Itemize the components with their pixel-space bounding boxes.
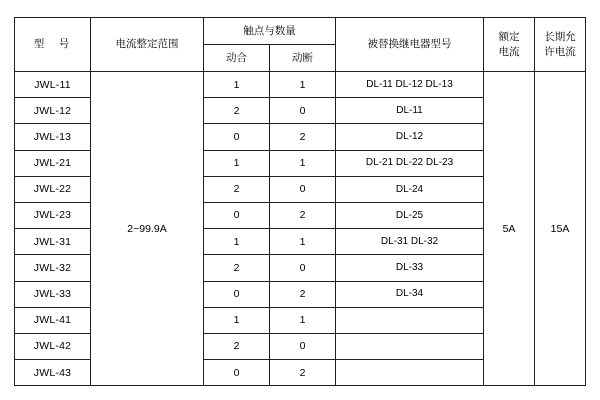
cell-contacts-no: 2 bbox=[270, 281, 336, 307]
cell-model: JWL-43 bbox=[15, 360, 91, 386]
cell-replaced-model: DL-21 DL-22 DL-23 bbox=[336, 150, 484, 176]
cell-model: JWL-13 bbox=[15, 124, 91, 150]
cell-current-range: 2~99.9A bbox=[91, 72, 204, 386]
cell-model: JWL-31 bbox=[15, 229, 91, 255]
cell-replaced-model: DL-31 DL-32 bbox=[336, 229, 484, 255]
cell-contacts-no: 1 bbox=[270, 229, 336, 255]
cell-contacts-no: 2 bbox=[270, 124, 336, 150]
header-long-current bbox=[535, 18, 586, 72]
cell-contacts-no: 2 bbox=[270, 360, 336, 386]
cell-model: JWL-21 bbox=[15, 150, 91, 176]
header-rated-current bbox=[484, 18, 535, 72]
cell-contacts-nc: 2 bbox=[204, 333, 270, 359]
relay-spec-table bbox=[14, 17, 586, 386]
cell-contacts-no: 1 bbox=[270, 150, 336, 176]
header-contacts-no: 动断 bbox=[270, 45, 336, 72]
cell-contacts-nc: 2 bbox=[204, 98, 270, 124]
header-model: 型 号 bbox=[15, 18, 91, 72]
cell-contacts-no: 1 bbox=[270, 307, 336, 333]
cell-contacts-no: 0 bbox=[270, 333, 336, 359]
cell-contacts-nc: 1 bbox=[204, 72, 270, 98]
cell-contacts-no: 0 bbox=[270, 98, 336, 124]
cell-contacts-nc: 2 bbox=[204, 176, 270, 202]
cell-model: JWL-42 bbox=[15, 333, 91, 359]
cell-contacts-nc: 0 bbox=[204, 124, 270, 150]
header-rated-current-line2: 电流 bbox=[498, 45, 520, 58]
cell-model: JWL-11 bbox=[15, 72, 91, 98]
cell-model: JWL-22 bbox=[15, 176, 91, 202]
header-current-range: 电流整定范围 bbox=[91, 18, 204, 72]
cell-model: JWL-33 bbox=[15, 281, 91, 307]
cell-contacts-nc: 2 bbox=[204, 255, 270, 281]
cell-replaced-model bbox=[336, 307, 484, 333]
cell-rated-current: 5A bbox=[484, 72, 535, 386]
table-row bbox=[15, 72, 586, 98]
table-header-row-top bbox=[15, 18, 586, 45]
cell-replaced-model: DL-11 DL-12 DL-13 bbox=[336, 72, 484, 98]
cell-replaced-model: DL-11 bbox=[336, 98, 484, 124]
cell-long-current: 15A bbox=[535, 72, 586, 386]
cell-model: JWL-41 bbox=[15, 307, 91, 333]
header-contacts-group: 触点与数量 bbox=[204, 18, 336, 45]
cell-contacts-nc: 0 bbox=[204, 202, 270, 228]
cell-model: JWL-32 bbox=[15, 255, 91, 281]
cell-replaced-model: DL-12 bbox=[336, 124, 484, 150]
cell-replaced-model: DL-34 bbox=[336, 281, 484, 307]
cell-contacts-nc: 1 bbox=[204, 307, 270, 333]
header-contacts-nc: 动合 bbox=[204, 45, 270, 72]
cell-contacts-nc: 0 bbox=[204, 281, 270, 307]
cell-contacts-nc: 0 bbox=[204, 360, 270, 386]
header-rated-current-line1: 额定 bbox=[498, 31, 520, 44]
cell-contacts-nc: 1 bbox=[204, 229, 270, 255]
cell-replaced-model: DL-25 bbox=[336, 202, 484, 228]
cell-replaced-model: DL-24 bbox=[336, 176, 484, 202]
cell-model: JWL-12 bbox=[15, 98, 91, 124]
cell-contacts-no: 0 bbox=[270, 176, 336, 202]
header-long-current-line1: 长期允 bbox=[544, 31, 576, 44]
cell-contacts-no: 1 bbox=[270, 72, 336, 98]
cell-model: JWL-23 bbox=[15, 202, 91, 228]
cell-replaced-model: DL-33 bbox=[336, 255, 484, 281]
header-replaced-model: 被替换继电器型号 bbox=[336, 18, 484, 72]
cell-contacts-no: 2 bbox=[270, 202, 336, 228]
cell-replaced-model bbox=[336, 333, 484, 359]
cell-replaced-model bbox=[336, 360, 484, 386]
header-long-current-line2: 许电流 bbox=[544, 45, 576, 58]
cell-contacts-nc: 1 bbox=[204, 150, 270, 176]
cell-contacts-no: 0 bbox=[270, 255, 336, 281]
